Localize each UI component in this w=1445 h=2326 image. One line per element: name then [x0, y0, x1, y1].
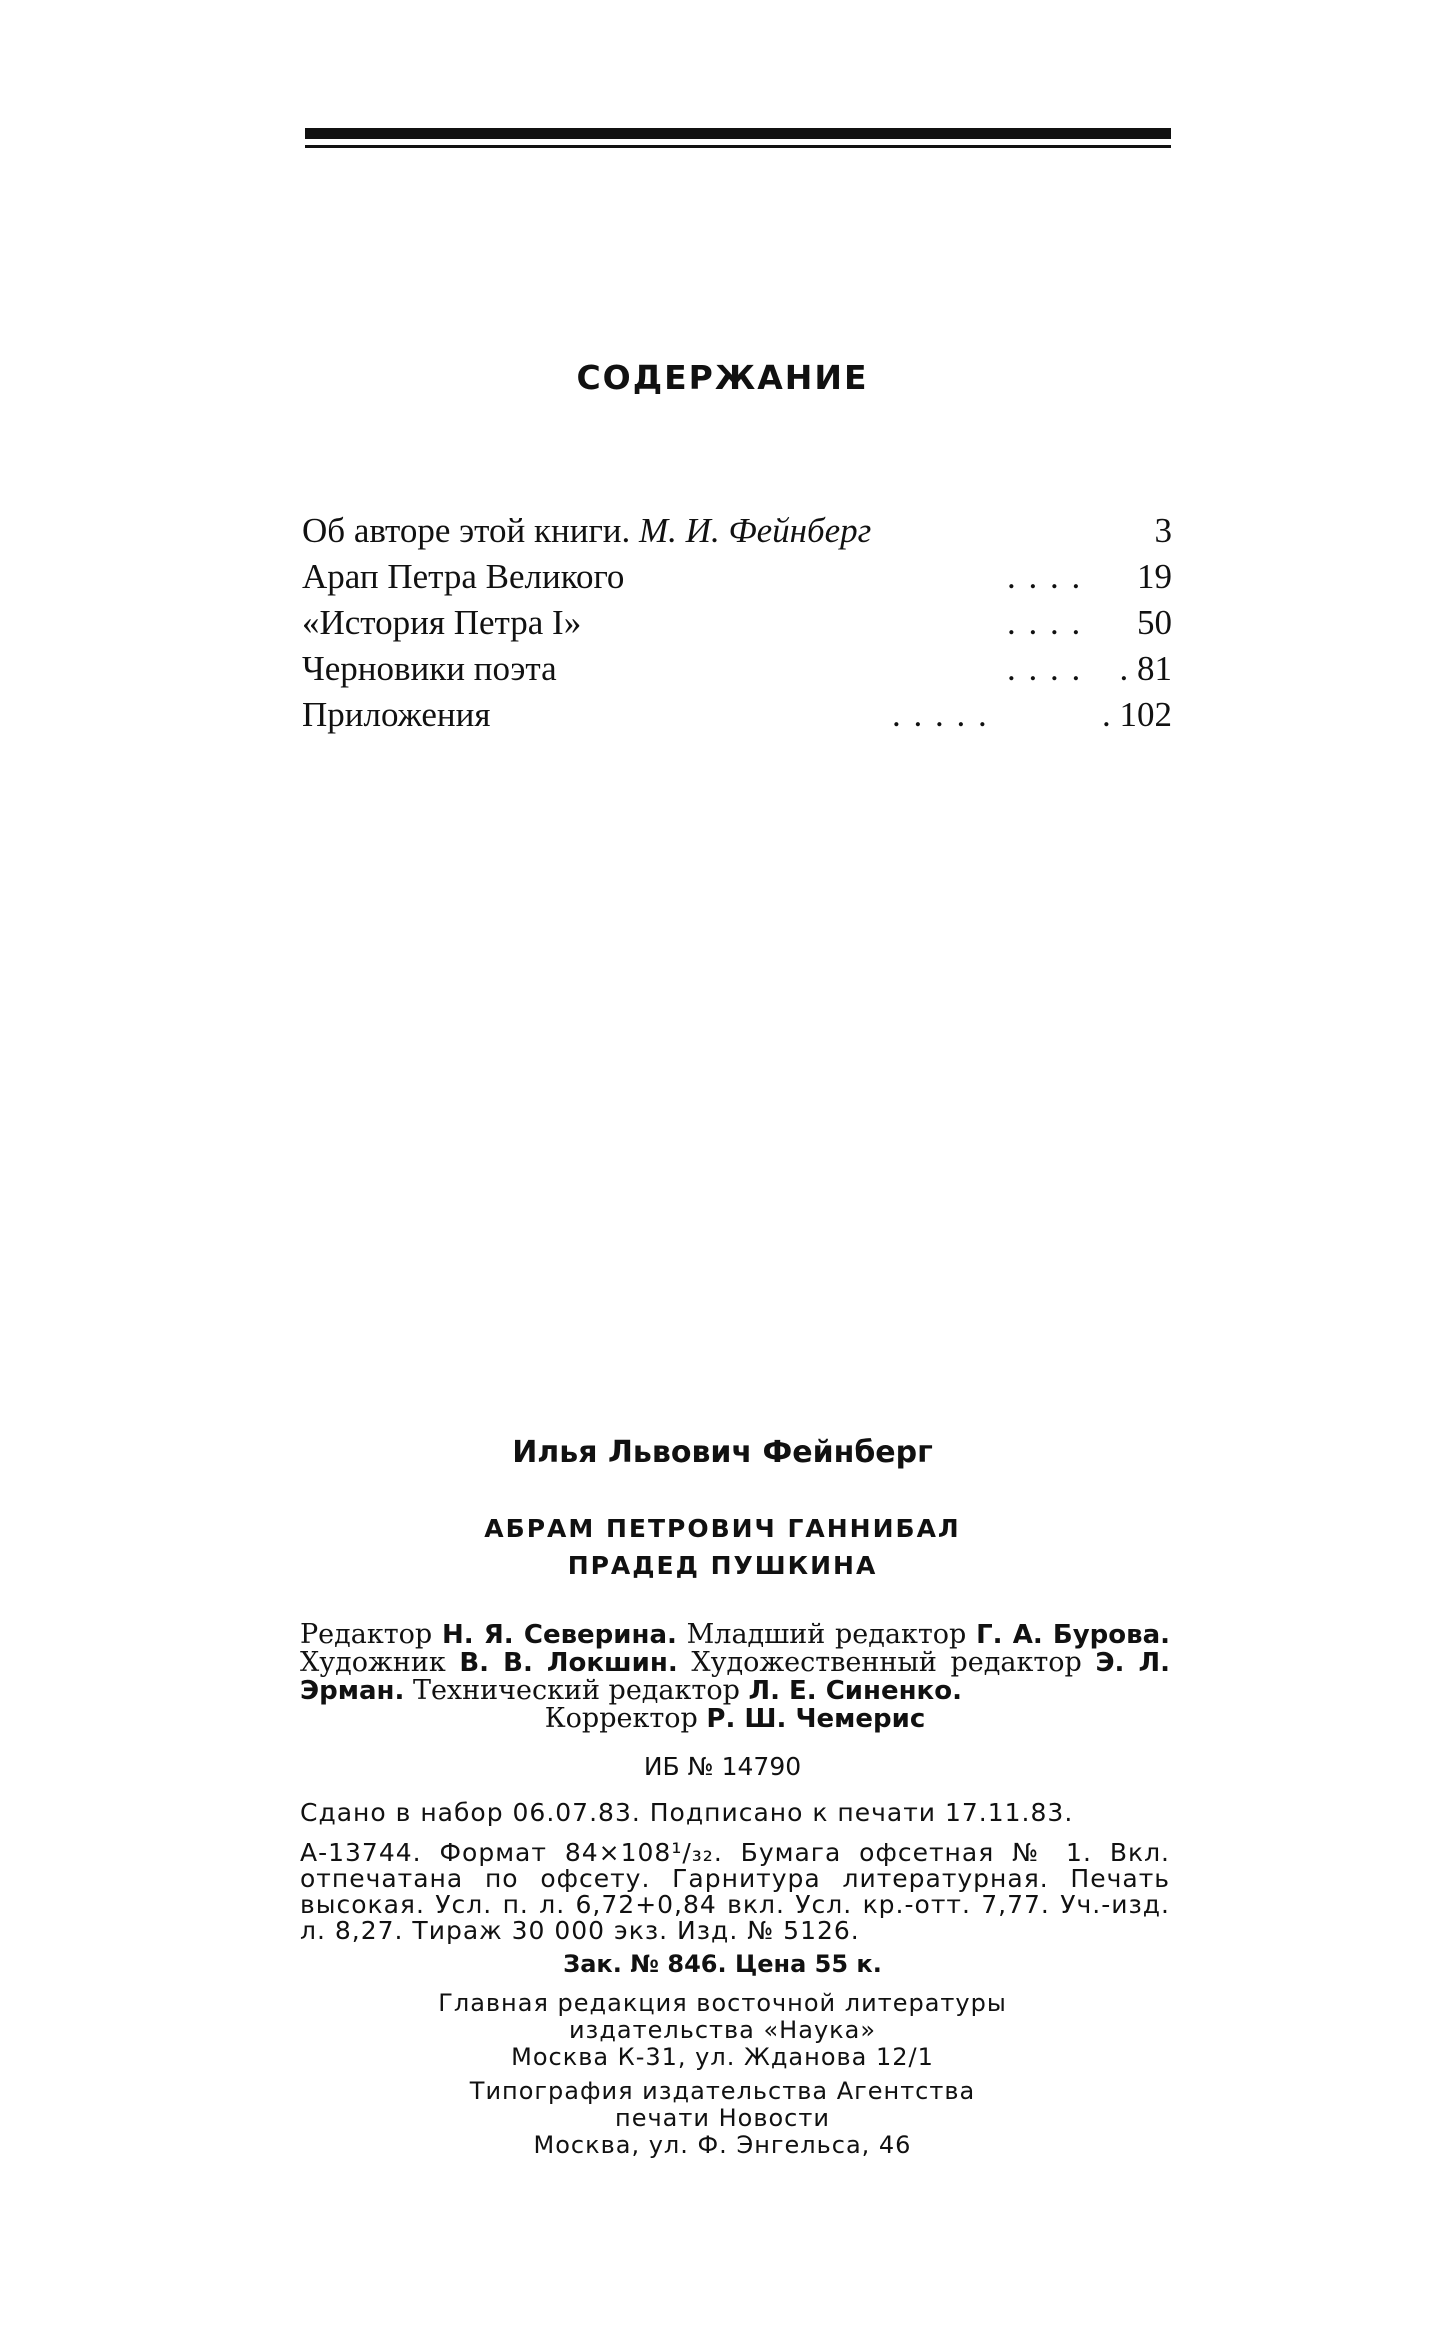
toc-item-title: Приложения [302, 695, 491, 734]
toc-item-author: М. И. Фейнберг [639, 511, 872, 550]
toc-item[interactable] [302, 554, 1172, 600]
toc-heading: СОДЕРЖАНИЕ [576, 358, 869, 397]
credit-label: Художник [300, 1647, 446, 1678]
toc-item[interactable] [302, 508, 1172, 554]
book-title [0, 1510, 1445, 1584]
imprint-dates: Сдано в набор 06.07.83. Подписано к печати 17.11.83. [300, 1798, 1074, 1827]
toc-item-title: Черновики поэта [302, 649, 557, 688]
printer-line: Типография издательства Агентства [469, 2077, 976, 2105]
toc-item-leader: . . . . . [892, 695, 989, 734]
printer-line: печати Новости [615, 2104, 830, 2132]
toc-item-leader: . . . . [1007, 557, 1083, 596]
credit-name: Л. Е. Синенко. [748, 1676, 962, 1706]
credit-label: Корректор [544, 1703, 698, 1734]
credit-label: Технический редактор [412, 1675, 740, 1706]
imprint-block [300, 1800, 1170, 1944]
credit-name: В. В. Локшин. [459, 1648, 678, 1678]
printer-block [0, 2078, 1445, 2159]
credit-label: Редактор [300, 1619, 433, 1650]
toc-item[interactable] [302, 646, 1172, 692]
toc-item[interactable] [302, 600, 1172, 646]
book-subtitle-line: ПРАДЕД ПУШКИНА [567, 1551, 878, 1580]
toc-item[interactable] [302, 692, 1172, 738]
toc-item-page: 3 [1154, 511, 1172, 550]
credit-name: Э. Л. Эрман. [300, 1648, 1170, 1706]
toc-item-leader: . . . . [1007, 603, 1083, 642]
toc-item-page: 50 [1137, 603, 1172, 642]
toc-item-title: «История Петра I» [302, 603, 582, 642]
publisher-line: издательства «Наука» [568, 2016, 877, 2044]
publisher-address: Москва К-31, ул. Жданова 12/1 [511, 2043, 934, 2071]
toc-item-page: . 102 [1102, 695, 1172, 734]
credit-label: Младший редактор [686, 1619, 967, 1650]
credit-name: Н. Я. Северина. [441, 1620, 677, 1650]
imprint-specs: А-13744. Формат 84×108¹/₃₂. Бумага офсетная № 1. Вкл. отпечатана по офсету. Гарнитура литературная. Печать высокая. Усл. п. л. 6,72+0,84 вкл. Усл. кр.-отт. 7,77. Уч.-изд. л. 8,27. Тираж 30 000 экз. Изд. № 5126. [300, 1838, 1170, 1945]
header-rule-thin [305, 145, 1171, 148]
order-price: Зак. № 846. Цена 55 к. [563, 1950, 882, 1978]
credit-proofreader-line [300, 1705, 1170, 1733]
ib-number: ИБ № 14790 [643, 1752, 802, 1781]
author-name: Илья Львович Фейнберг [512, 1435, 933, 1470]
credit-label: Художественный редактор [691, 1647, 1082, 1678]
printer-address: Москва, ул. Ф. Энгельса, 46 [533, 2131, 912, 2159]
book-title-line: АБРАМ ПЕТРОВИЧ ГАННИБАЛ [484, 1514, 961, 1543]
toc-item-page: . 81 [1119, 649, 1172, 688]
credits-block [300, 1621, 1170, 1733]
table-of-contents [302, 508, 1172, 738]
publisher-line: Главная редакция восточной литературы [438, 1989, 1007, 2017]
header-rule-thick [305, 128, 1171, 139]
toc-item-leader: . . . . [1007, 649, 1083, 688]
credit-name: Г. А. Бурова. [976, 1620, 1171, 1650]
toc-item-title: Об авторе этой книги. [302, 511, 631, 550]
toc-item-page: 19 [1137, 557, 1172, 596]
credit-name: Р. Ш. Чемерис [706, 1704, 926, 1734]
toc-item-title: Арап Петра Великого [302, 557, 625, 596]
publisher-block [0, 1990, 1445, 2071]
